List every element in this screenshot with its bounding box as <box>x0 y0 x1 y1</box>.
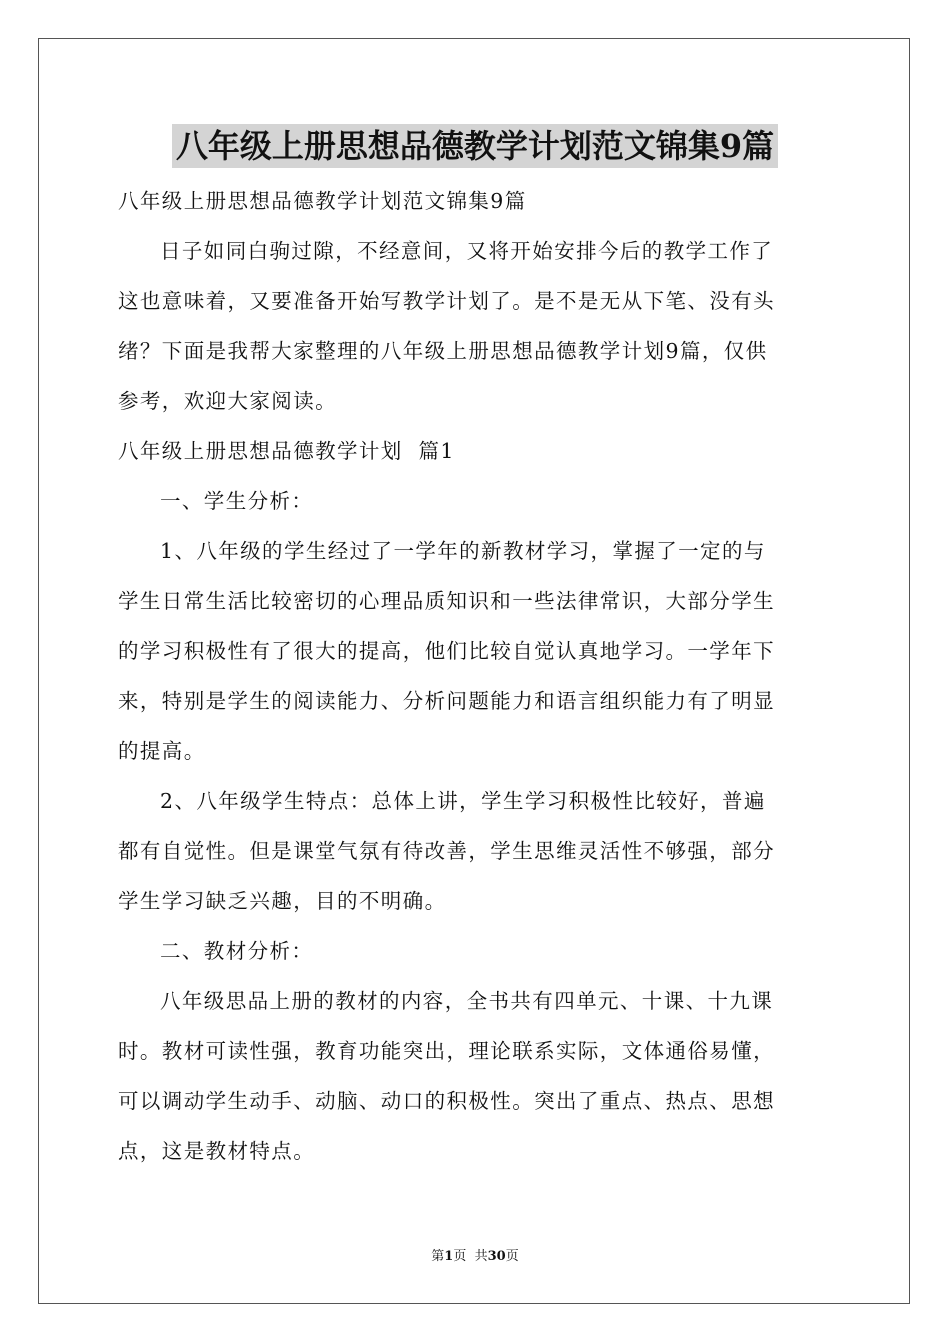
paragraph-line: 来，特别是学生的阅读能力、分析问题能力和语言组织能力有了明显 <box>118 689 775 713</box>
paragraph-line: 1、八年级的学生经过了一学年的新教材学习，掌握了一定的与 <box>160 539 766 563</box>
document-title: 八年级上册思想品德教学计划范文锦集9篇 <box>172 124 778 168</box>
title-container <box>0 124 950 168</box>
paragraph-line: 时。教材可读性强，教育功能突出，理论联系实际，文体通俗易懂， <box>118 1039 775 1063</box>
paragraph-line: 学生学习缺乏兴趣，目的不明确。 <box>118 889 447 913</box>
paragraph-line: 的学习积极性有了很大的提高，他们比较自觉认真地学习。一学年下 <box>118 639 775 663</box>
footer-suffix: 页 <box>505 1249 519 1264</box>
paragraph-line: 点，这是教材特点。 <box>118 1139 316 1163</box>
section-heading: 八年级上册思想品德教学计划 篇1 <box>118 439 455 463</box>
intro-paragraph-line: 日子如同白驹过隙，不经意间，又将开始安排今后的教学工作了 <box>160 239 774 263</box>
document-body <box>118 176 834 1176</box>
intro-paragraph-line: 这也意味着，又要准备开始写教学计划了。是不是无从下笔、没有头 <box>118 289 775 313</box>
subtitle-line: 八年级上册思想品德教学计划范文锦集9篇 <box>118 189 527 213</box>
intro-paragraph-line: 参考，欢迎大家阅读。 <box>118 389 337 413</box>
footer-total-pages: 30 <box>487 1249 506 1264</box>
paragraph-line: 八年级思品上册的教材的内容，全书共有四单元、十课、十九课 <box>160 989 774 1013</box>
paragraph-line: 的提高。 <box>118 739 206 763</box>
subsection-heading: 二、教材分析： <box>160 939 314 963</box>
paragraph-line: 可以调动学生动手、动脑、动口的积极性。突出了重点、热点、思想 <box>118 1089 775 1113</box>
intro-paragraph-line: 绪？下面是我帮大家整理的八年级上册思想品德教学计划9篇，仅供 <box>118 339 768 363</box>
footer-prefix: 第 <box>431 1249 445 1264</box>
footer-page-number: 1 <box>444 1249 454 1264</box>
paragraph-line: 学生日常生活比较密切的心理品质知识和一些法律常识，大部分学生 <box>118 589 775 613</box>
paragraph-line: 都有自觉性。但是课堂气氛有待改善，学生思维灵活性不够强，部分 <box>118 839 775 863</box>
subsection-heading: 一、学生分析： <box>160 489 314 513</box>
paragraph-line: 2、八年级学生特点：总体上讲，学生学习积极性比较好，普遍 <box>160 789 766 813</box>
page-footer <box>0 1248 950 1266</box>
footer-middle: 页 共 <box>453 1249 488 1264</box>
